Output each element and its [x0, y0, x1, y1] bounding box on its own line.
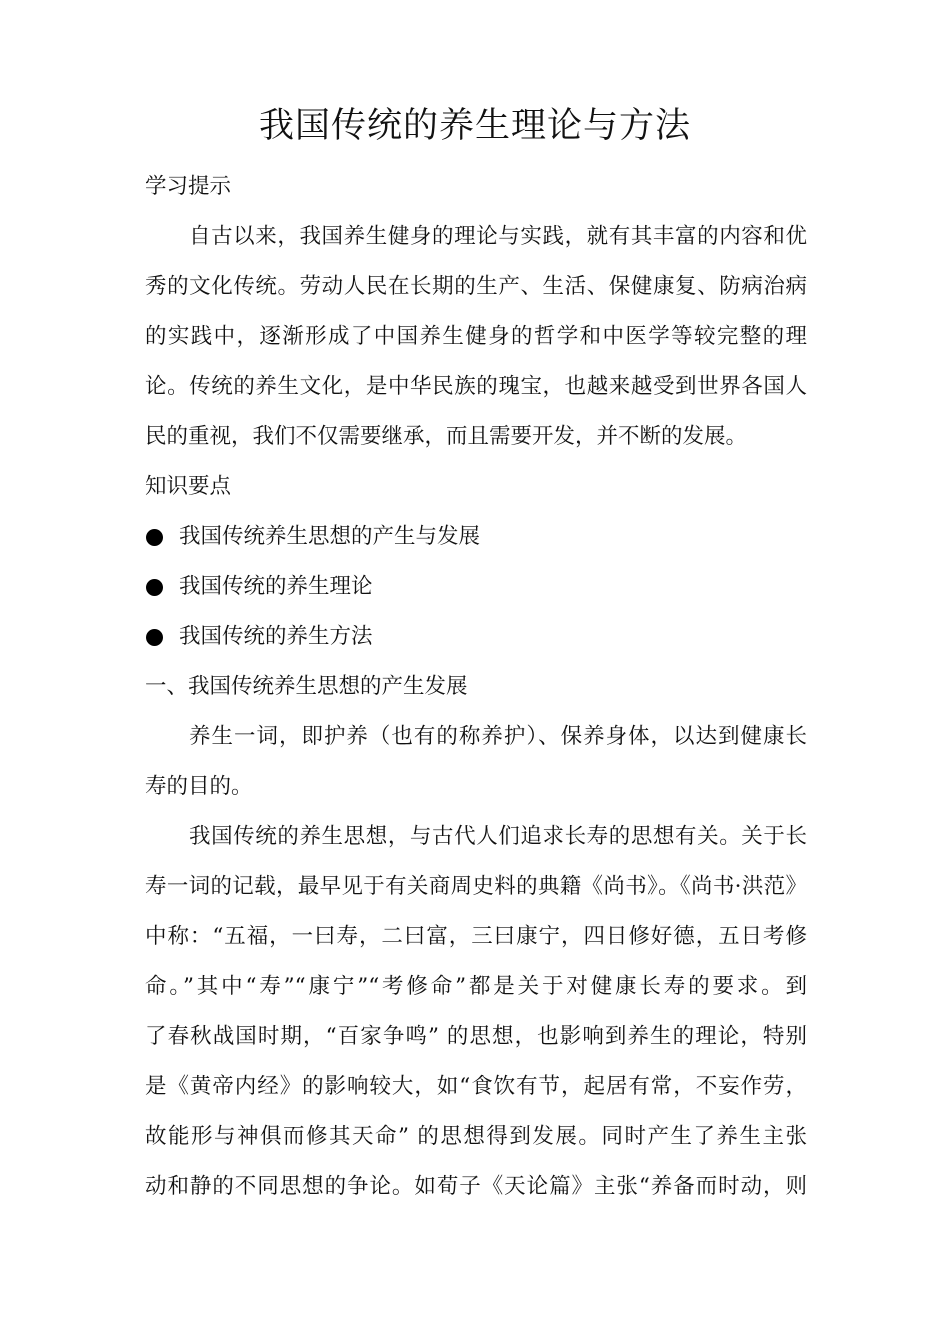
intro-line: 自古以来，我国养生健身的理论与实践，就有其丰富的内容和优 — [189, 224, 807, 249]
intro-line: 民的重视，我们不仅需要继承，而且需要开发，并不断的发展。 — [145, 424, 748, 449]
paragraph-line: 寿的目的。 — [145, 774, 253, 799]
paragraph-line: 动和静的不同思想的争论。如荀子《天论篇》主张“养备而时动，则 — [145, 1174, 807, 1199]
paragraph-definition — [145, 712, 807, 812]
paragraph-line: 命。”其中“寿”“康宁”“考修命”都是关于对健康长寿的要求。到 — [145, 974, 807, 999]
paragraph-line: 寿一词的记载，最早见于有关商周史料的典籍《尚书》。《尚书·洪范》 — [145, 874, 807, 899]
paragraph-line: 我国传统的养生思想，与古代人们追求长寿的思想有关。关于长 — [189, 824, 807, 849]
key-point-item — [145, 562, 807, 612]
intro-line: 秀的文化传统。劳动人民在长期的生产、生活、保健康复、防病治病 — [145, 274, 807, 299]
key-point-text: 我国传统的养生方法 — [179, 624, 373, 649]
section-heading: 一、我国传统养生思想的产生发展 — [145, 674, 468, 699]
key-point-text: 我国传统的养生理论 — [179, 574, 373, 599]
paragraph-history — [145, 812, 807, 1212]
intro-line: 的实践中，逐渐形成了中国养生健身的哲学和中医学等较完整的理 — [145, 324, 807, 349]
intro-paragraph — [145, 212, 807, 462]
intro-line: 论。传统的养生文化，是中华民族的瑰宝，也越来越受到世界各国人 — [145, 374, 807, 399]
bullet-icon — [146, 529, 163, 546]
key-point-text: 我国传统养生思想的产生与发展 — [179, 524, 481, 549]
key-point-item — [145, 512, 807, 562]
study-tips-heading: 学习提示 — [145, 174, 232, 199]
page-title: 我国传统的养生理论与方法 — [258, 106, 691, 146]
paragraph-line: 养生一词，即护养（也有的称养护）、保养身体，以达到健康长 — [189, 724, 807, 749]
paragraph-line: 故能形与神俱而修其天命” 的思想得到发展。同时产生了养生主张 — [145, 1124, 807, 1149]
bullet-icon — [146, 629, 163, 646]
paragraph-line: 中称：“五福，一曰寿，二曰富，三曰康宁，四日修好德，五日考修 — [145, 924, 807, 949]
key-point-item — [145, 612, 807, 662]
paragraph-line: 是《黄帝内经》的影响较大，如“食饮有节，起居有常，不妄作劳， — [145, 1074, 807, 1099]
document-body — [145, 162, 807, 1212]
bullet-icon — [146, 579, 163, 596]
key-points-list — [145, 512, 807, 662]
key-points-heading: 知识要点 — [145, 474, 232, 499]
paragraph-line: 了春秋战国时期，“百家争鸣” 的思想，也影响到养生的理论，特别 — [145, 1024, 807, 1049]
